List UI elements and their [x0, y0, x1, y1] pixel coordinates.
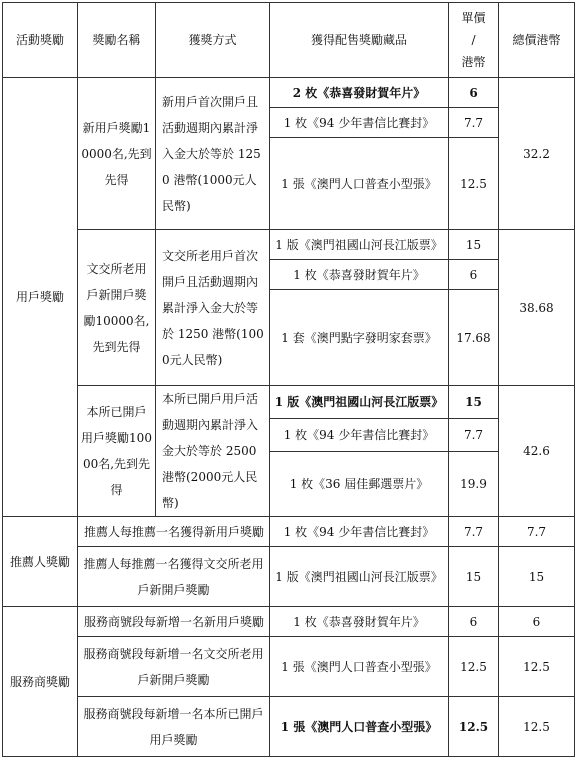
table-row [3, 637, 575, 697]
group3-price-2: 7.7 [449, 418, 499, 451]
service-desc-3: 服務商號段每新增一名本所已開戶用戶獎勵 [78, 697, 270, 757]
group2-method: 文交所老用戶首次開戶且活動週期內累計淨入金大於等於 1250 港幣(1000元人民幣) [156, 230, 270, 386]
referrer-price-1: 7.7 [449, 517, 499, 547]
group2-price-1: 15 [449, 230, 499, 260]
header-award-name: 獎勵名稱 [78, 3, 156, 78]
reward-table [2, 2, 575, 757]
header-activity: 活動獎勵 [3, 3, 78, 78]
group1-method: 新用戶首次開戶且活動週期內累計淨入金大於等於 1250 港幣(1000元人民幣) [156, 78, 270, 230]
section-service-label: 服務商獎勵 [3, 607, 78, 757]
header-unit-price: 單價 / 港幣 [449, 3, 499, 78]
referrer-item-1: 1 枚《94 少年書信比賽封》 [270, 517, 449, 547]
service-item-2: 1 張《澳門人口普查小型張》 [270, 637, 449, 697]
referrer-desc-2: 推薦人每推薦一名獲得文交所老用戶新開戶獎勵 [78, 547, 270, 607]
header-row [3, 3, 575, 78]
table-row [3, 697, 575, 757]
referrer-item-2: 1 版《澳門祖國山河長江版票》 [270, 547, 449, 607]
section-referrer-label: 推薦人獎勵 [3, 517, 78, 607]
header-items: 獲得配售獎勵藏品 [270, 3, 449, 78]
group2-item-2: 1 枚《恭喜發財賀年片》 [270, 260, 449, 290]
group1-price-3: 12.5 [449, 138, 499, 230]
group3-price-1: 15 [449, 386, 499, 419]
group2-price-3: 17.68 [449, 290, 499, 386]
service-item-3: 1 張《澳門人口普查小型張》 [270, 697, 449, 757]
service-total-3: 12.5 [499, 697, 575, 757]
service-price-1: 6 [449, 607, 499, 637]
table-row [3, 517, 575, 547]
table-row [3, 607, 575, 637]
referrer-desc-1: 推薦人每推薦一名獲得新用戶獎勵 [78, 517, 270, 547]
group3-item-3: 1 枚《36 屆佳郵選票片》 [270, 451, 449, 517]
service-total-2: 12.5 [499, 637, 575, 697]
group1-price-1: 6 [449, 78, 499, 108]
group1-item-3: 1 張《澳門人口普查小型張》 [270, 138, 449, 230]
group3-price-3: 19.9 [449, 451, 499, 517]
group2-name: 文交所老用戶新開戶獎勵10000名,先到先得 [78, 230, 156, 386]
group3-total: 42.6 [499, 386, 575, 517]
service-desc-2: 服務商號段每新增一名文交所老用戶新開戶獎勵 [78, 637, 270, 697]
group2-item-1: 1 版《澳門祖國山河長江版票》 [270, 230, 449, 260]
referrer-total-2: 15 [499, 547, 575, 607]
header-total-price: 總價港幣 [499, 3, 575, 78]
group2-total: 38.68 [499, 230, 575, 386]
group3-name: 本所已開戶用戶獎勵10000名,先到先得 [78, 386, 156, 517]
header-method: 獲獎方式 [156, 3, 270, 78]
group3-method: 本所已開戶用戶活動週期內累計淨入金大於等於 2500 港幣(2000元人民幣) [156, 386, 270, 517]
service-price-2: 12.5 [449, 637, 499, 697]
group1-item-1: 2 枚《恭喜發財賀年片》 [270, 78, 449, 108]
service-desc-1: 服務商號段每新增一名新用戶獎勵 [78, 607, 270, 637]
reward-table-document [2, 2, 574, 777]
group1-total: 32.2 [499, 78, 575, 230]
group1-name: 新用戶獎勵10000名,先到先得 [78, 78, 156, 230]
group2-price-2: 6 [449, 260, 499, 290]
table-row [3, 230, 575, 260]
group3-item-1: 1 版《澳門祖國山河長江版票》 [270, 386, 449, 419]
group1-price-2: 7.7 [449, 108, 499, 138]
service-total-1: 6 [499, 607, 575, 637]
service-item-1: 1 枚《恭喜發財賀年片》 [270, 607, 449, 637]
referrer-price-2: 15 [449, 547, 499, 607]
table-row [3, 78, 575, 108]
referrer-total-1: 7.7 [499, 517, 575, 547]
table-row [3, 547, 575, 607]
group2-item-3: 1 套《澳門點字發明家套票》 [270, 290, 449, 386]
group1-item-2: 1 枚《94 少年書信比賽封》 [270, 108, 449, 138]
group3-item-2: 1 枚《94 少年書信比賽封》 [270, 418, 449, 451]
table-row [3, 386, 575, 419]
section-user-label: 用戶獎勵 [3, 78, 78, 517]
service-price-3: 12.5 [449, 697, 499, 757]
